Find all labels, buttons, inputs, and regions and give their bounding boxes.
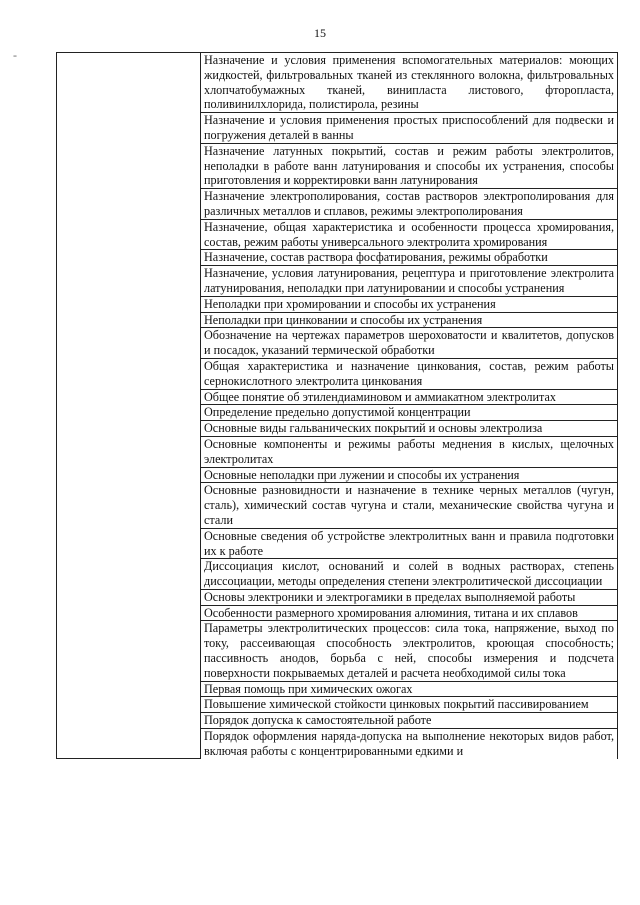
table-cell: Повышение химической стойкости цинковых покрытий пассивированием (201, 697, 618, 713)
table-cell: Первая помощь при химических ожогах (201, 681, 618, 697)
table-cell: Общее понятие об этилендиаминовом и аммиакатном электролитах (201, 389, 618, 405)
table-cell: Неполадки при хромировании и способы их устранения (201, 296, 618, 312)
table-cell: Основные разновидности и назначение в технике черных металлов (чугун, сталь), химический состав чугуна и стали, механические свойства чугуна и стали (201, 483, 618, 528)
table-cell: Назначение латунных покрытий, состав и режим работы электролитов, неполадки в работе ванн латунирования и способы их устранения, способы приготовления и корректировки ванн латунирования (201, 143, 618, 188)
requirements-table (56, 52, 618, 759)
table-cell: Назначение и условия применения вспомогательных материалов: моющих жидкостей, фильтровальных тканей из стеклянного волокна, фильтровальных хлопчатобумажных тканей, винипласта листового, фторопласта, поливинилхлорида, полистирола, резины (201, 53, 618, 113)
table-row (57, 53, 618, 113)
table-cell: Назначение, условия латунирования, рецептура и приготовление электролита латунирования, неполадки при латунировании и способы устранения (201, 266, 618, 297)
table-cell: Особенности размерного хромирования алюминия, титана и их сплавов (201, 605, 618, 621)
page-number: 15 (314, 26, 326, 40)
table-cell: Назначение электрополирования, состав растворов электрополирования для различных металлов и сплавов, режимы электрополирования (201, 189, 618, 220)
table-cell: Основные компоненты и режимы работы меднения в кислых, щелочных электролитах (201, 436, 618, 467)
table-cell: Назначение, состав раствора фосфатирования, режимы обработки (201, 250, 618, 266)
table-cell: Параметры электролитических процессов: сила тока, напряжение, выход по току, рассеивающая способность электролитов, кроющая способность; пассивность анодов, борьба с ней, способы измерения и подсчета поверхности покрываемых деталей и расчета необходимой силы тока (201, 621, 618, 681)
table-cell: Назначение, общая характеристика и особенности процесса хромирования, состав, режим работы универсального электролита хромирования (201, 219, 618, 250)
table-cell: Основные неполадки при лужении и способы их устранения (201, 467, 618, 483)
table-cell: Обозначение на чертежах параметров шероховатости и квалитетов, допусков и посадок, указаний термической обработки (201, 328, 618, 359)
table-cell: Порядок допуска к самостоятельной работе (201, 713, 618, 729)
table-cell: Порядок оформления наряда-допуска на выполнение некоторых видов работ, включая работы с концентрированными едкими и (201, 729, 618, 759)
table-cell: Основные сведения об устройстве электролитных ванн и правила подготовки их к работе (201, 528, 618, 559)
margin-mark: - (13, 48, 17, 62)
table-cell: Общая характеристика и назначение цинкования, состав, режим работы сернокислотного электролита цинкования (201, 358, 618, 389)
table-cell: Назначение и условия применения простых приспособлений для подвески и погружения деталей в ванны (201, 113, 618, 144)
table-cell: Неполадки при цинковании и способы их устранения (201, 312, 618, 328)
empty-left-column (57, 53, 201, 759)
table-cell: Основные виды гальванических покрытий и основы электролиза (201, 421, 618, 437)
table-cell: Основы электроники и электрогамики в пределах выполняемой работы (201, 589, 618, 605)
table-cell: Определение предельно допустимой концентрации (201, 405, 618, 421)
table-cell: Диссоциация кислот, оснований и солей в водных растворах, степень диссоциации, методы определения степени электролитической диссоциации (201, 559, 618, 590)
